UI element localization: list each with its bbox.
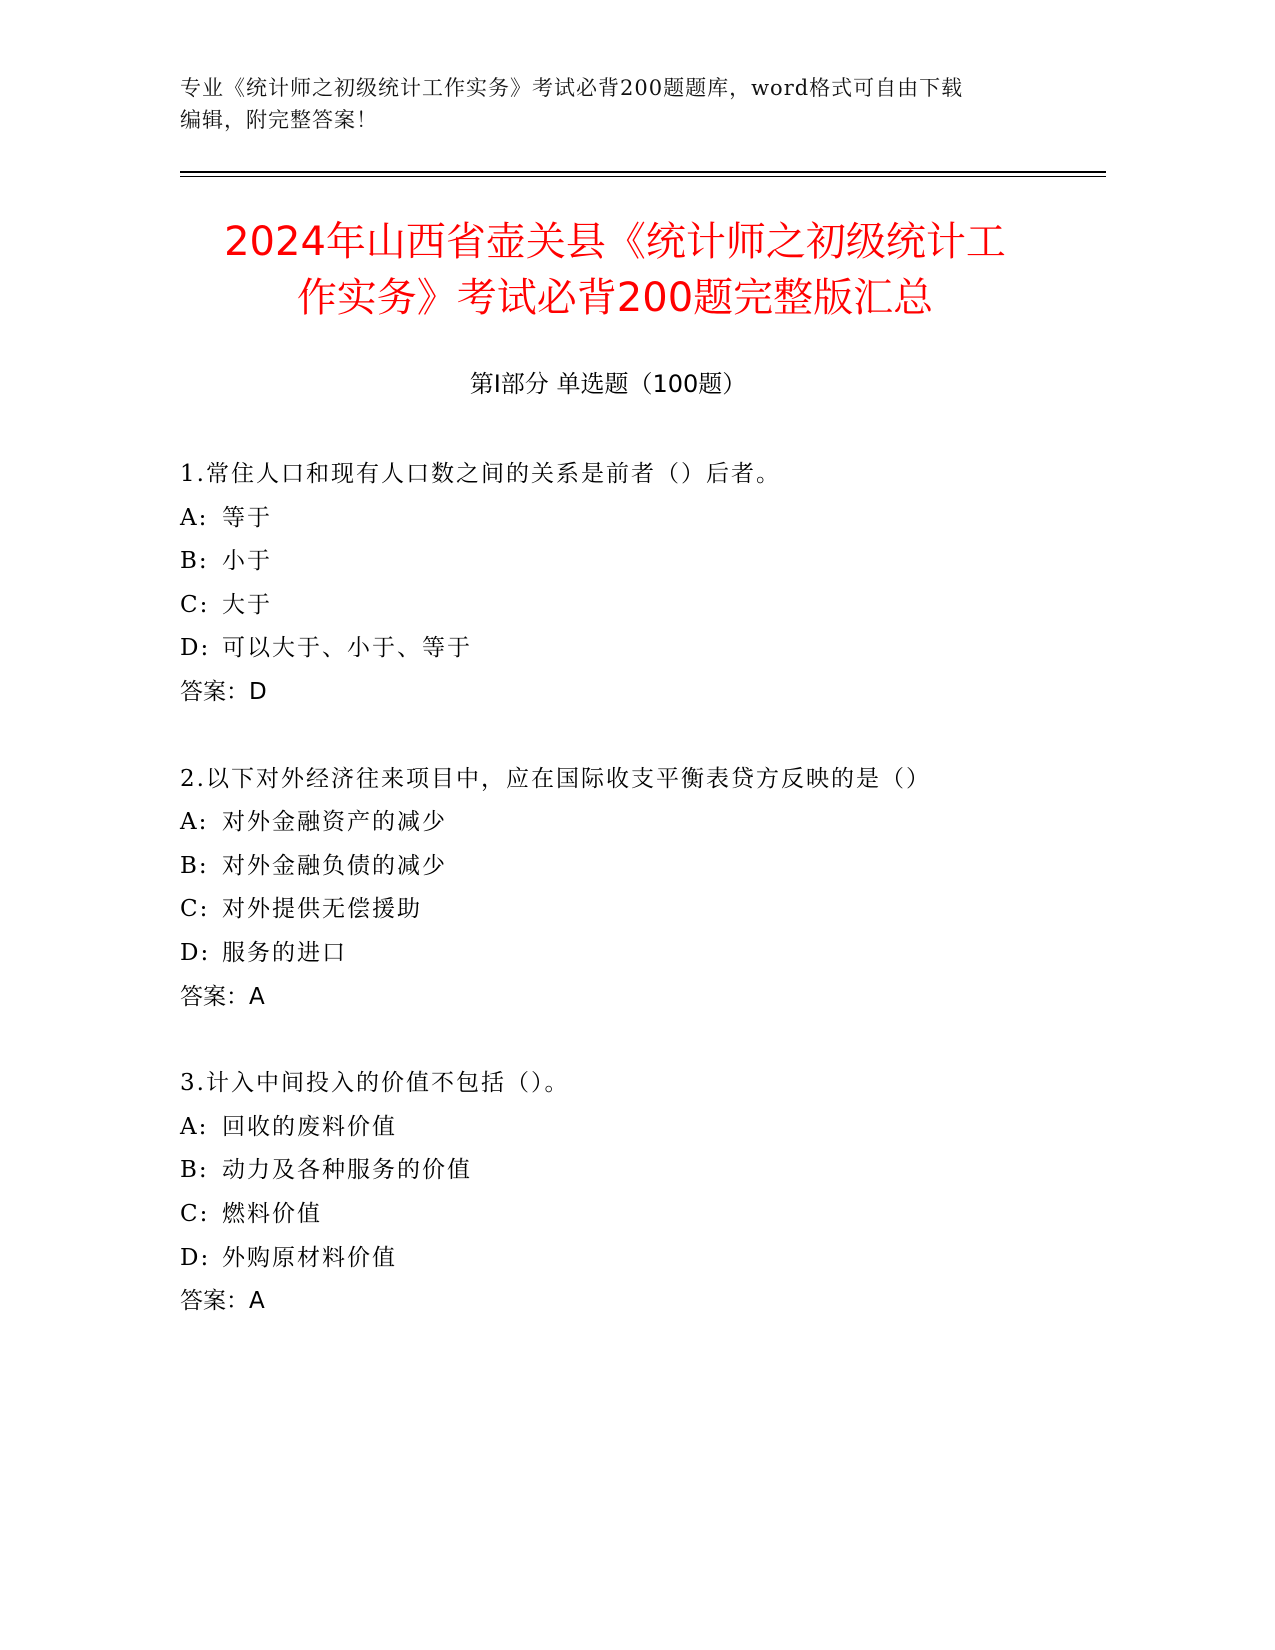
option-text: 回收的废料价值 [222,1113,397,1140]
question-stem [180,453,1080,497]
option-b [180,1149,1080,1193]
option-text: 对外金融负债的减少 [222,852,447,879]
option-key: C: [180,896,210,923]
header-rule-thin [180,176,1106,177]
header-note [180,72,1060,136]
option-key: D: [180,635,211,662]
question-3 [180,1062,1080,1324]
option-text: 对外提供无偿援助 [222,896,422,923]
option-key: D: [180,939,211,966]
option-b [180,845,1080,889]
question-stem [180,758,1080,802]
option-b [180,540,1080,584]
option-text: 燃料价值 [222,1200,322,1227]
answer: 答案：D [180,678,267,705]
question-1 [180,453,1080,715]
option-a [180,1106,1080,1150]
option-d [180,932,1080,976]
option-key: C: [180,591,210,618]
header-note-line-2: 编辑，附完整答案！ [180,108,378,132]
option-a [180,801,1080,845]
option-text: 可以大于、小于、等于 [222,635,472,662]
option-key: A: [180,1113,209,1140]
answer: 答案：A [180,983,265,1010]
header-rule-thick [180,171,1106,173]
question-number: 2. [180,765,206,792]
option-key: B: [180,852,209,879]
option-text: 小于 [222,548,272,575]
document-title-line-1: 2024年山西省壶关县《统计师之初级统计工 [224,219,1006,265]
option-c [180,1193,1080,1237]
option-key: B: [180,548,209,575]
question-stem [180,1062,1080,1106]
document-title [150,214,1080,326]
option-key: C: [180,1200,210,1227]
option-text: 等于 [222,504,272,531]
answer: 答案：A [180,1288,265,1315]
option-c [180,888,1080,932]
option-text: 服务的进口 [222,939,347,966]
option-key: B: [180,1157,209,1184]
option-key: A: [180,809,209,836]
document-title-line-2: 作实务》考试必背200题完整版汇总 [296,275,934,321]
option-c [180,584,1080,628]
section-heading: 第Ⅰ部分 单选题（100题） [469,370,747,398]
question-text: 计入中间投入的价值不包括（）。 [205,1070,570,1097]
header-note-line-1: 专业《统计师之初级统计工作实务》考试必背200题题库，word格式可自由下载 [180,76,964,100]
option-d [180,1237,1080,1281]
option-text: 对外金融资产的减少 [222,809,447,836]
question-list [180,453,1080,1367]
question-2 [180,758,1080,1020]
question-text: 以下对外经济往来项目中，应在国际收支平衡表贷方反映的是（） [205,765,931,792]
question-number: 1. [180,461,206,487]
option-d [180,627,1080,671]
option-key: A: [180,504,209,531]
option-key: D: [180,1244,211,1271]
option-text: 动力及各种服务的价值 [222,1157,472,1184]
option-text: 大于 [222,591,272,618]
option-a [180,497,1080,541]
question-text: 常住人口和现有人口数之间的关系是前者（）后者。 [205,461,781,487]
question-number: 3. [180,1070,206,1097]
option-text: 外购原材料价值 [222,1244,397,1271]
